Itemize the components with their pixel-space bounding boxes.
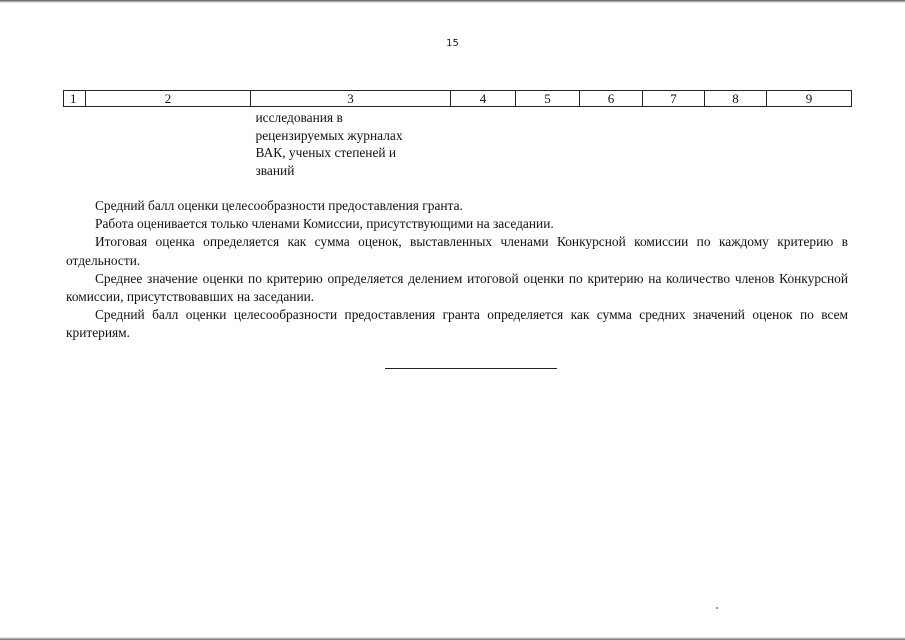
table-row (64, 107, 852, 180)
paragraph-commission-members: Работа оценивается только членами Комиссии, присутствующими на заседании. (95, 216, 554, 232)
column-header-3: 3 (251, 91, 451, 107)
page-number: 15 (446, 38, 459, 49)
table-cell-9 (767, 107, 852, 180)
column-header-7: 7 (643, 91, 705, 107)
table-header-row (64, 91, 852, 107)
body-text (66, 197, 848, 343)
column-header-6: 6 (580, 91, 643, 107)
table-cell-5 (516, 107, 580, 180)
table-cell-2 (86, 107, 251, 180)
criterion-text-line: ВАК, ученых степеней и (255, 145, 397, 160)
column-header-4: 4 (451, 91, 516, 107)
table-cell-4 (451, 107, 516, 180)
paragraph-average-score-title: Средний балл оценки целесообразности предоставления гранта. (95, 198, 463, 213)
table-cell-1 (64, 107, 86, 180)
criterion-continuation-cell (251, 107, 451, 180)
criterion-text-line: рецензируемых журналах (255, 127, 403, 143)
column-header-8: 8 (705, 91, 767, 107)
scan-edge-top (0, 0, 905, 3)
criterion-text-line: исследования в (255, 110, 343, 125)
table-cell-7 (643, 107, 705, 180)
paragraph-average-score-definition: Средний балл оценки целесообразности предоставления гранта определяется как сумма средних значений оценок по всем критериям. (66, 307, 848, 341)
criteria-table (63, 90, 852, 179)
table-cell-8 (705, 107, 767, 180)
column-header-9: 9 (767, 91, 852, 107)
paragraph-total-score: Итоговая оценка определяется как сумма оценок, выставленных членами Конкурсной комиссии по каждому критерию в отдельности. (66, 234, 848, 268)
closing-divider-line (385, 368, 557, 369)
paragraph-mean-value: Среднее значение оценки по критерию определяется делением итоговой оценки по критерию на количество членов Конкурсной комиссии, присутствовавших на заседании. (66, 270, 848, 305)
scan-speck (716, 607, 718, 609)
criterion-text-line: званий (255, 162, 295, 178)
column-header-2: 2 (86, 91, 251, 107)
column-header-5: 5 (516, 91, 580, 107)
table-cell-6 (580, 107, 643, 180)
column-header-1: 1 (64, 91, 86, 107)
